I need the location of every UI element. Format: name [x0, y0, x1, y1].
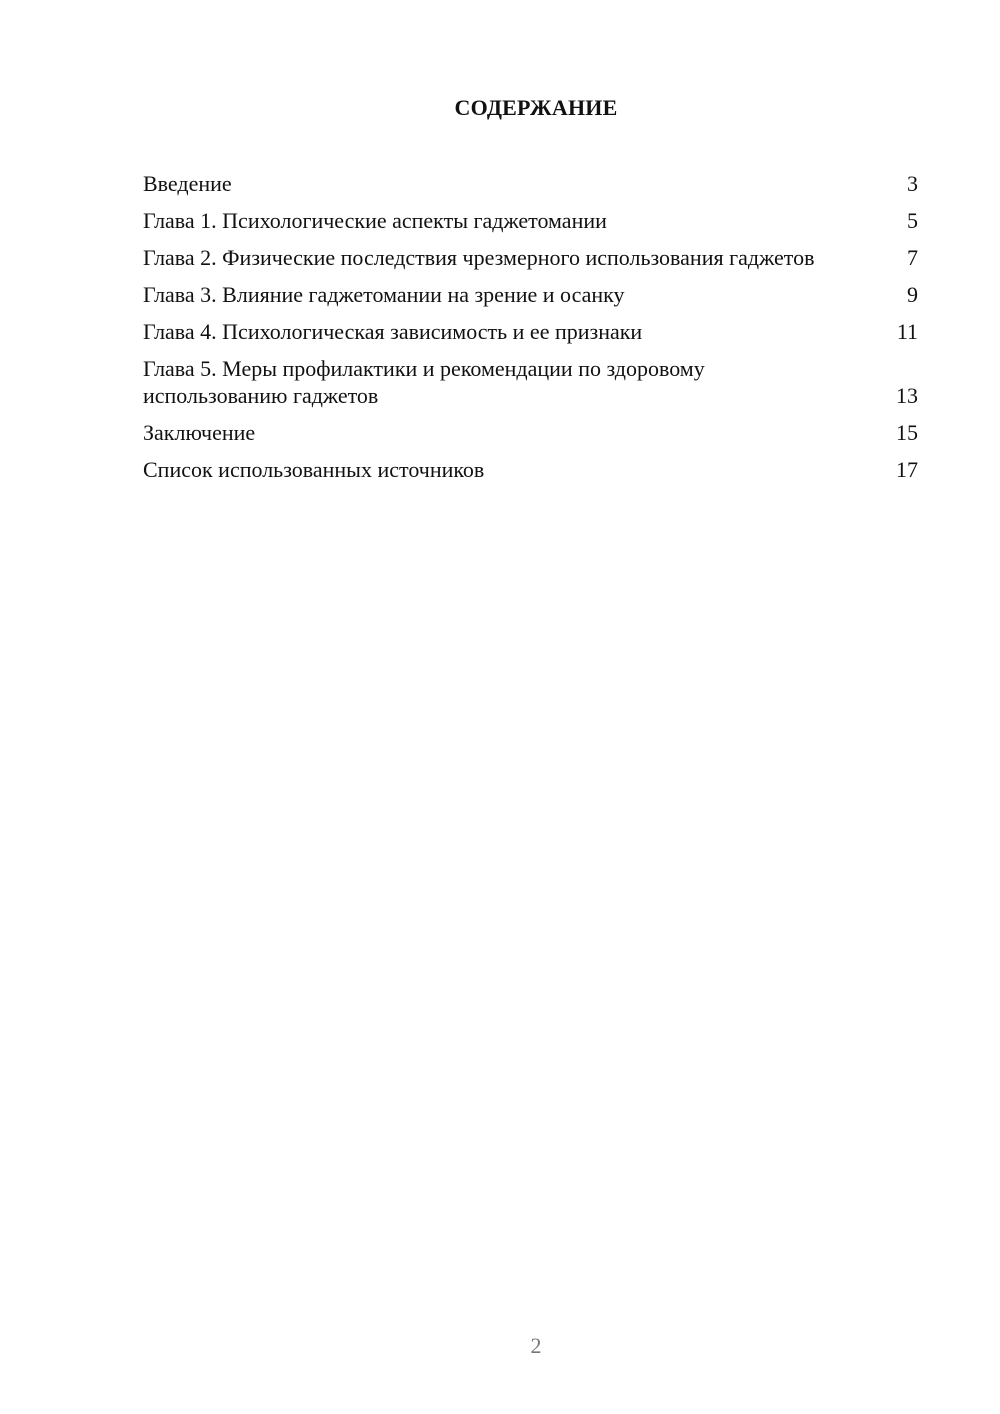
toc-item-title: Глава 2. Физические последствия чрезмерного использования гаджетов	[143, 245, 815, 270]
toc-item-title: Заключение	[143, 420, 256, 445]
toc-item[interactable]	[143, 419, 918, 446]
toc-item-title: Глава 5. Меры профилактики и рекомендации по здоровому использованию гаджетов	[143, 356, 705, 408]
toc-item-page: 13	[896, 383, 918, 408]
toc-item-title: Введение	[143, 171, 232, 196]
page-number: 2	[530, 1333, 542, 1358]
toc-item-page: 11	[896, 319, 918, 344]
toc-item[interactable]	[143, 170, 918, 197]
toc-item-page: 15	[896, 420, 918, 445]
toc-item-title: Список использованных источников	[143, 457, 485, 482]
toc-item[interactable]	[143, 355, 918, 409]
toc-item[interactable]	[143, 244, 918, 271]
toc-item-title: Глава 1. Психологические аспекты гаджетомании	[143, 208, 607, 233]
toc-item-page: 3	[907, 171, 918, 196]
table-of-contents	[143, 170, 918, 493]
toc-item[interactable]	[143, 318, 918, 345]
toc-item-page: 5	[907, 208, 918, 233]
toc-item-title: Глава 3. Влияние гаджетомании на зрение и осанку	[143, 282, 625, 307]
toc-item-page: 7	[907, 245, 918, 270]
toc-item[interactable]	[143, 207, 918, 234]
page-title: СОДЕРЖАНИЕ	[454, 95, 618, 120]
toc-item-title: Глава 4. Психологическая зависимость и ее признаки	[143, 319, 643, 344]
toc-item[interactable]	[143, 456, 918, 483]
toc-item[interactable]	[143, 281, 918, 308]
toc-item-page: 9	[907, 282, 918, 307]
toc-item-page: 17	[896, 457, 918, 482]
